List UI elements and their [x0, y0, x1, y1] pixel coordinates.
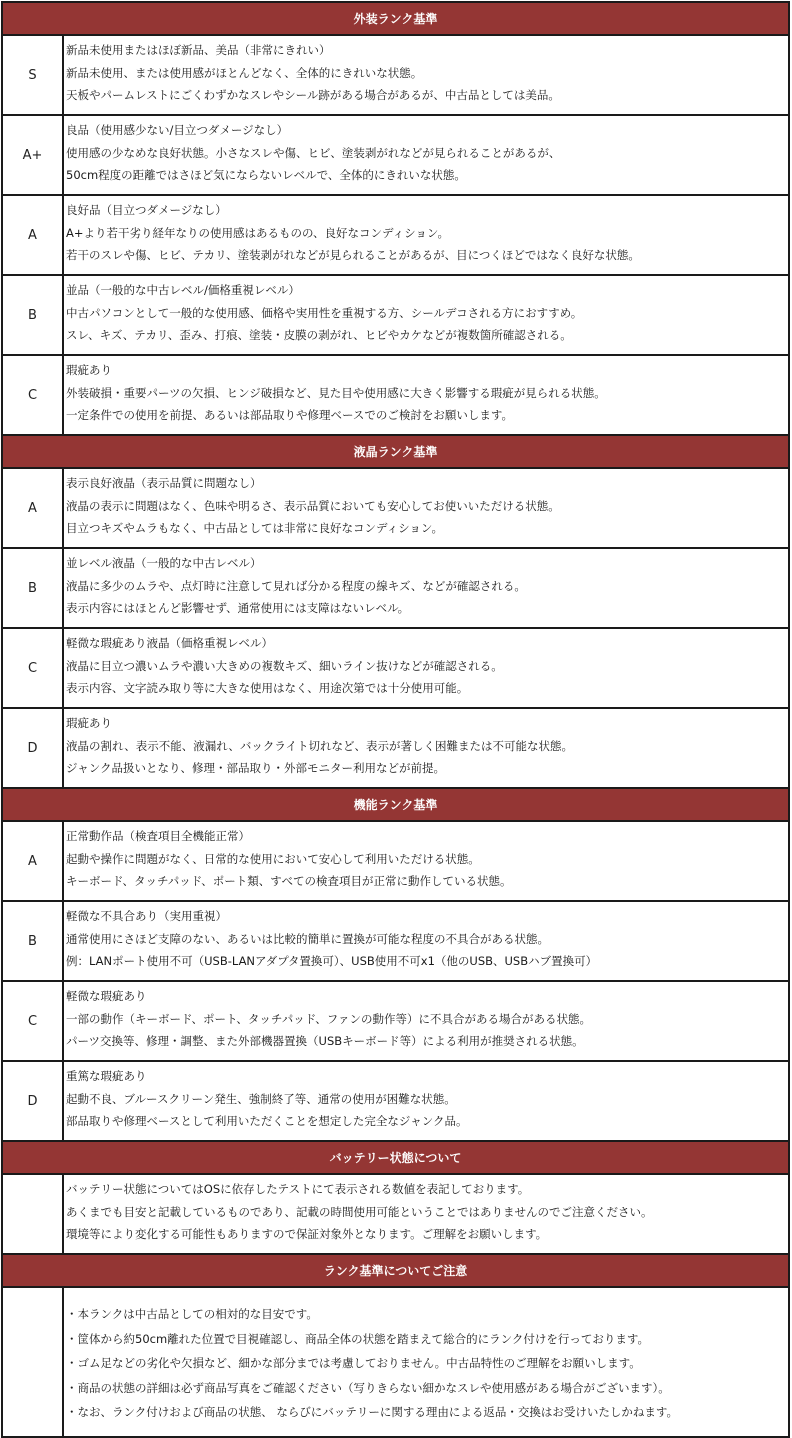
rank-label: D [3, 1062, 64, 1140]
description-line: 一部の動作（キーボード、ポート、タッチパッド、ファンの動作等）に不具合がある場合がある状態。 [66, 1011, 591, 1026]
rank-description [64, 709, 788, 787]
rank-description [64, 549, 788, 627]
description-line: 液晶の割れ、表示不能、液漏れ、バックライト切れなど、表示が著しく困難または不可能な状態。 [66, 738, 574, 753]
section-header-lcd: 液晶ランク基準 [3, 436, 788, 469]
description-line: スレ、キズ、テカリ、歪み、打痕、塗装・皮膜の剥がれ、ヒビやカケなどが複数箇所確認される。 [66, 328, 572, 342]
table-row [3, 629, 788, 709]
description-line: A+より若干劣り経年なりの使用感はあるものの、良好なコンディション。 [66, 225, 449, 240]
table-row [3, 116, 788, 196]
description-line: 並品（一般的な中古レベル/価格重視レベル） [66, 283, 300, 297]
description-line: 表示内容、文字読み取り等に大きな使用はなく、用途次第では十分使用可能。 [66, 681, 469, 695]
description-line: 使用感の少なめな良好状態。小さなスレや傷、ヒビ、塗装剥がれなどが見られることがあるが、 [66, 145, 561, 160]
rank-criteria-table [1, 1, 790, 1438]
table-row [3, 982, 788, 1062]
rank-label: B [3, 902, 64, 980]
note-item: ・筐体から約50cm離れた位置で目視確認し、商品全体の状態を踏まえて総合的にランク付けを行っております。 [66, 1331, 650, 1346]
table-row [3, 1062, 788, 1142]
rank-description [64, 469, 788, 547]
description-line: 新品未使用、または使用感がほとんどなく、全体的にきれいな状態。 [66, 65, 423, 80]
table-row [3, 822, 788, 902]
table-row [3, 1175, 788, 1255]
description-line: バッテリー状態についてはOSに依存したテストにて表示される数値を表記しております。 [66, 1182, 530, 1196]
description-line: 正常動作品（検査項目全機能正常） [66, 829, 250, 843]
description-line: 環境等により変化する可能性もありますので保証対象外となります。ご理解をお願いします。 [66, 1227, 548, 1241]
description-line: 液晶の表示に問題はなく、色味や明るさ、表示品質においても安心してお使いいただける状態。 [66, 498, 560, 513]
rank-description [64, 1062, 788, 1140]
description-line: 重篤な瑕疵あり [66, 1069, 147, 1083]
table-row [3, 469, 788, 549]
table-row [3, 36, 788, 116]
rank-label: S [3, 36, 64, 114]
description-line: 表示内容にはほとんど影響せず、通常使用には支障はないレベル。 [66, 601, 410, 615]
rank-description [64, 822, 788, 900]
table-row [3, 356, 788, 436]
rank-label: D [3, 709, 64, 787]
description-line: 目立つキズやムラもなく、中古品としては非常に良好なコンディション。 [66, 521, 443, 535]
rank-description [64, 276, 788, 354]
description-line: 良好品（目立つダメージなし） [66, 203, 227, 217]
notes-list [64, 1288, 788, 1436]
description-line: 通常使用にさほど支障のない、あるいは比較的簡単に置換が可能な程度の不具合がある状態。 [66, 931, 549, 946]
table-row [3, 549, 788, 629]
rank-label: C [3, 629, 64, 707]
description-line: 起動や操作に問題がなく、日常的な使用において安心して利用いただける状態。 [66, 851, 480, 866]
rank-label: A+ [3, 116, 64, 194]
rank-label: B [3, 276, 64, 354]
table-row [3, 709, 788, 789]
table-row [3, 1288, 788, 1436]
rank-label: C [3, 982, 64, 1060]
rank-label: C [3, 356, 64, 434]
table-row [3, 902, 788, 982]
note-item: ・なお、ランク付けおよび商品の状態、 ならびにバッテリーに関する理由による返品・交換はお受けいたしかねます。 [66, 1405, 678, 1419]
note-item: ・商品の状態の詳細は必ず商品写真をご確認ください（写りきらない細かなスレや使用感がある場合がございます）。 [66, 1380, 670, 1395]
description-line: 新品未使用またはほぼ新品、美品（非常にきれい） [66, 43, 331, 57]
description-line: 若干のスレや傷、ヒビ、テカリ、塗装剥がれなどが見られることがあるが、目につくほどではなく良好な状態。 [66, 248, 640, 262]
rank-description [64, 982, 788, 1060]
rank-label [3, 1175, 64, 1253]
table-row [3, 196, 788, 276]
rank-description [64, 902, 788, 980]
description-line: 例：LANポート使用不可（USB-LANアダプタ置換可）、USB使用不可x1（他のUSB、USBハブ置換可） [66, 954, 598, 968]
section-header-battery: バッテリー状態について [3, 1142, 788, 1175]
description-line: 瑕疵あり [66, 363, 112, 377]
rank-label: B [3, 549, 64, 627]
description-line: 軽微な瑕疵あり [66, 989, 147, 1003]
description-line: 軽微な不具合あり（実用重視） [66, 909, 227, 923]
rank-description [64, 629, 788, 707]
section-header-exterior: 外装ランク基準 [3, 3, 788, 36]
description-line: 50cm程度の距離ではさほど気にならないレベルで、全体的にきれいな状態。 [66, 168, 466, 182]
rank-label [3, 1288, 64, 1436]
description-line: 良品（使用感少ない/目立つダメージなし） [66, 123, 289, 137]
description-line: 瑕疵あり [66, 716, 112, 730]
description-line: あくまでも目安と記載しているものであり、記載の時間使用可能ということではありませんのでご注意ください。 [66, 1204, 653, 1219]
description-line: 外装破損・重要パーツの欠損、ヒンジ破損など、見た目や使用感に大きく影響する瑕疵が見られる状態。 [66, 385, 606, 400]
description-line: 液晶に目立つ濃いムラや濃い大きめの複数キズ、細いライン抜けなどが確認される。 [66, 658, 503, 673]
battery-description [64, 1175, 788, 1253]
rank-description [64, 36, 788, 114]
rank-label: A [3, 196, 64, 274]
description-line: 起動不良、ブルースクリーン発生、強制終了等、通常の使用が困難な状態。 [66, 1091, 456, 1106]
description-line: キーボード、タッチパッド、ポート類、すべての検査項目が正常に動作している状態。 [66, 874, 512, 888]
note-item: ・ゴム足などの劣化や欠損など、細かな部分までは考慮しておりません。中古品特性のご理解をお願いします。 [66, 1356, 641, 1370]
description-line: 部品取りや修理ベースとして利用いただくことを想定した完全なジャンク品。 [66, 1114, 468, 1128]
section-header-notes: ランク基準についてご注意 [3, 1255, 788, 1288]
rank-label: A [3, 469, 64, 547]
description-line: 天板やパームレストにごくわずかなスレやシール跡がある場合があるが、中古品としては美品。 [66, 88, 560, 102]
description-line: 軽微な瑕疵あり液晶（価格重視レベル） [66, 636, 273, 650]
note-item: ・本ランクは中古品としての相対的な目安です。 [66, 1307, 318, 1321]
rank-description [64, 196, 788, 274]
description-line: 一定条件での使用を前提、あるいは部品取りや修理ベースでのご検討をお願いします。 [66, 408, 514, 422]
description-line: 表示良好液晶（表示品質に問題なし） [66, 476, 262, 490]
description-line: 中古パソコンとして一般的な使用感、価格や実用性を重視する方、シールデコされる方におすすめ。 [66, 305, 583, 320]
rank-description [64, 116, 788, 194]
description-line: 並レベル液晶（一般的な中古レベル） [66, 556, 262, 570]
table-row [3, 276, 788, 356]
description-line: ジャンク品扱いとなり、修理・部品取り・外部モニター利用などが前提。 [66, 761, 446, 775]
section-header-function: 機能ランク基準 [3, 789, 788, 822]
rank-description [64, 356, 788, 434]
description-line: 液晶に多少のムラや、点灯時に注意して見れば分かる程度の線キズ、などが確認される。 [66, 578, 526, 593]
description-line: パーツ交換等、修理・調整、また外部機器置換（USBキーボード等）による利用が推奨される状態。 [66, 1034, 584, 1048]
rank-label: A [3, 822, 64, 900]
